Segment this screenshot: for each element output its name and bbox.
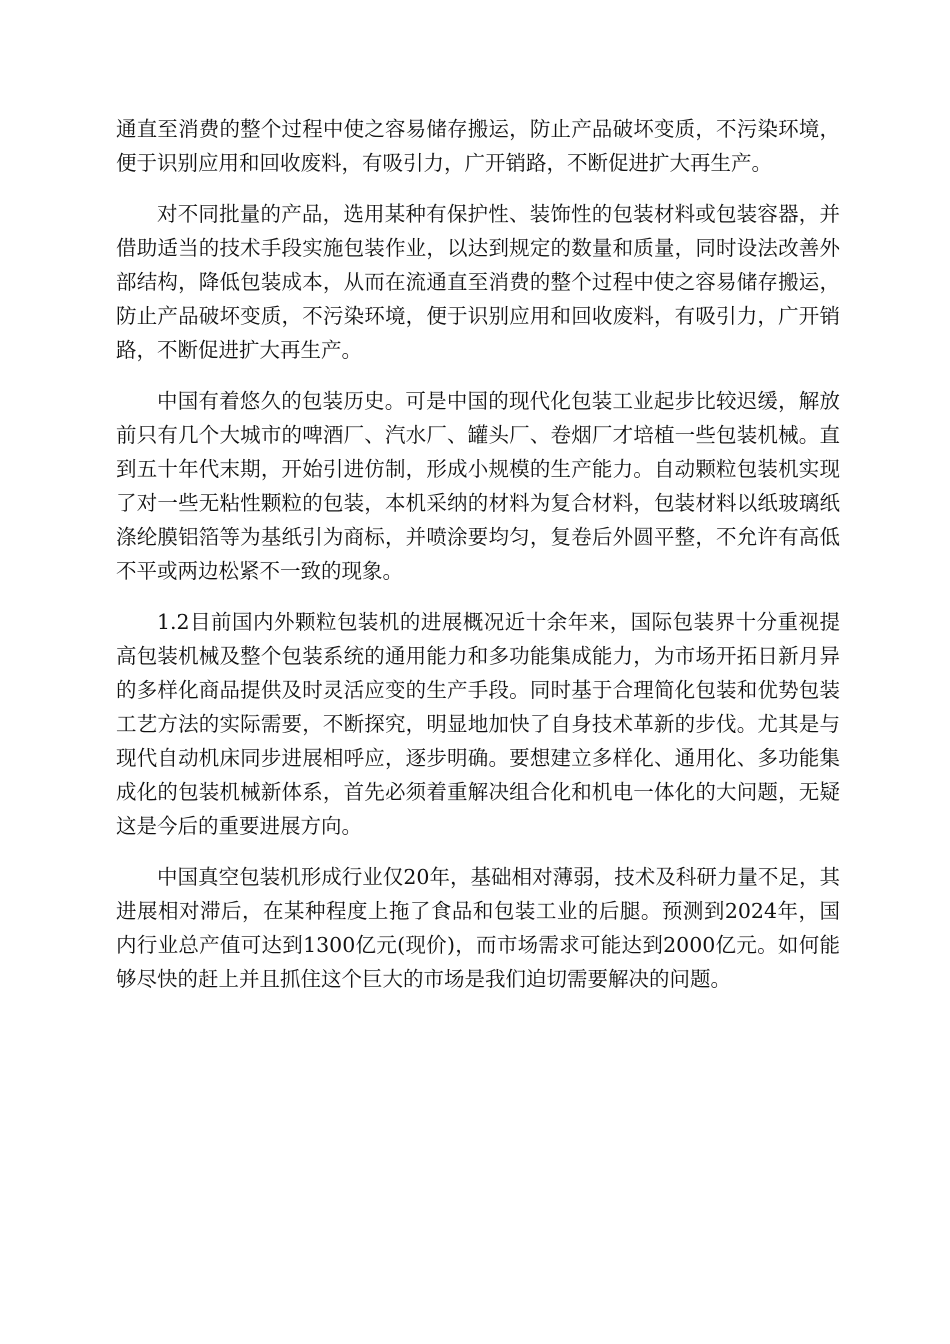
paragraph-section-1-2: 1.2目前国内外颗粒包装机的进展概况近十余年来，国际包装界十分重视提高包装机械及整个包装系统的通用能力和多功能集成能力，为市场开拓日新月异的多样化商品提供及时灵活应变的生产手段。同时基于合理简化包装和优势包装工艺方法的实际需要，不断探究，明显地加快了自身技术革新的步伐。尤其是与现代自动机床同步进展相呼应，逐步明确。要想建立多样化、通用化、多功能集成化的包装机械新体系，首先必须着重解决组合化和机电一体化的大问题，无疑这是今后的重要进展方向。 (116, 610, 840, 838)
document-page (116, 112, 840, 1013)
paragraph-china-packaging-history: 中国有着悠久的包装历史。可是中国的现代化包装工业起步比较迟缓，解放前只有几个大城市的啤酒厂、汽水厂、罐头厂、卷烟厂才培植一些包装机械。直到五十年代末期，开始引进仿制，形成小规模的生产能力。自动颗粒包装机实现了对一些无粘性颗粒的包装，本机采纳的材料为复合材料，包装材料以纸玻璃纸涤纶膜铝箔等为基纸引为商标，并喷涂要均匀，复卷后外圆平整，不允许有高低不平或两边松紧不一致的现象。 (116, 389, 840, 583)
paragraph-continued: 通直至消费的整个过程中使之容易储存搬运，防止产品破坏变质，不污染环境，便于识别应用和回收废料，有吸引力，广开销路，不断促进扩大再生产。 (116, 117, 840, 175)
paragraph-packaging-definition: 对不同批量的产品，选用某种有保护性、装饰性的包装材料或包装容器，并借助适当的技术手段实施包装作业，以达到规定的数量和质量，同时设法改善外部结构，降低包装成本，从而在流通直至消费的整个过程中使之容易储存搬运，防止产品破坏变质，不污染环境，便于识别应用和回收废料，有吸引力，广开销路，不断促进扩大再生产。 (116, 202, 840, 362)
paragraph-vacuum-packaging-industry: 中国真空包装机形成行业仅20年，基础相对薄弱，技术及科研力量不足，其进展相对滞后，在某种程度上拖了食品和包装工业的后腿。预测到2024年，国内行业总产值可达到1300亿元(现价)，而市场需求可能达到2000亿元。如何能够尽快的赶上并且抓住这个巨大的市场是我们迫切需要解决的问题。 (116, 865, 840, 991)
